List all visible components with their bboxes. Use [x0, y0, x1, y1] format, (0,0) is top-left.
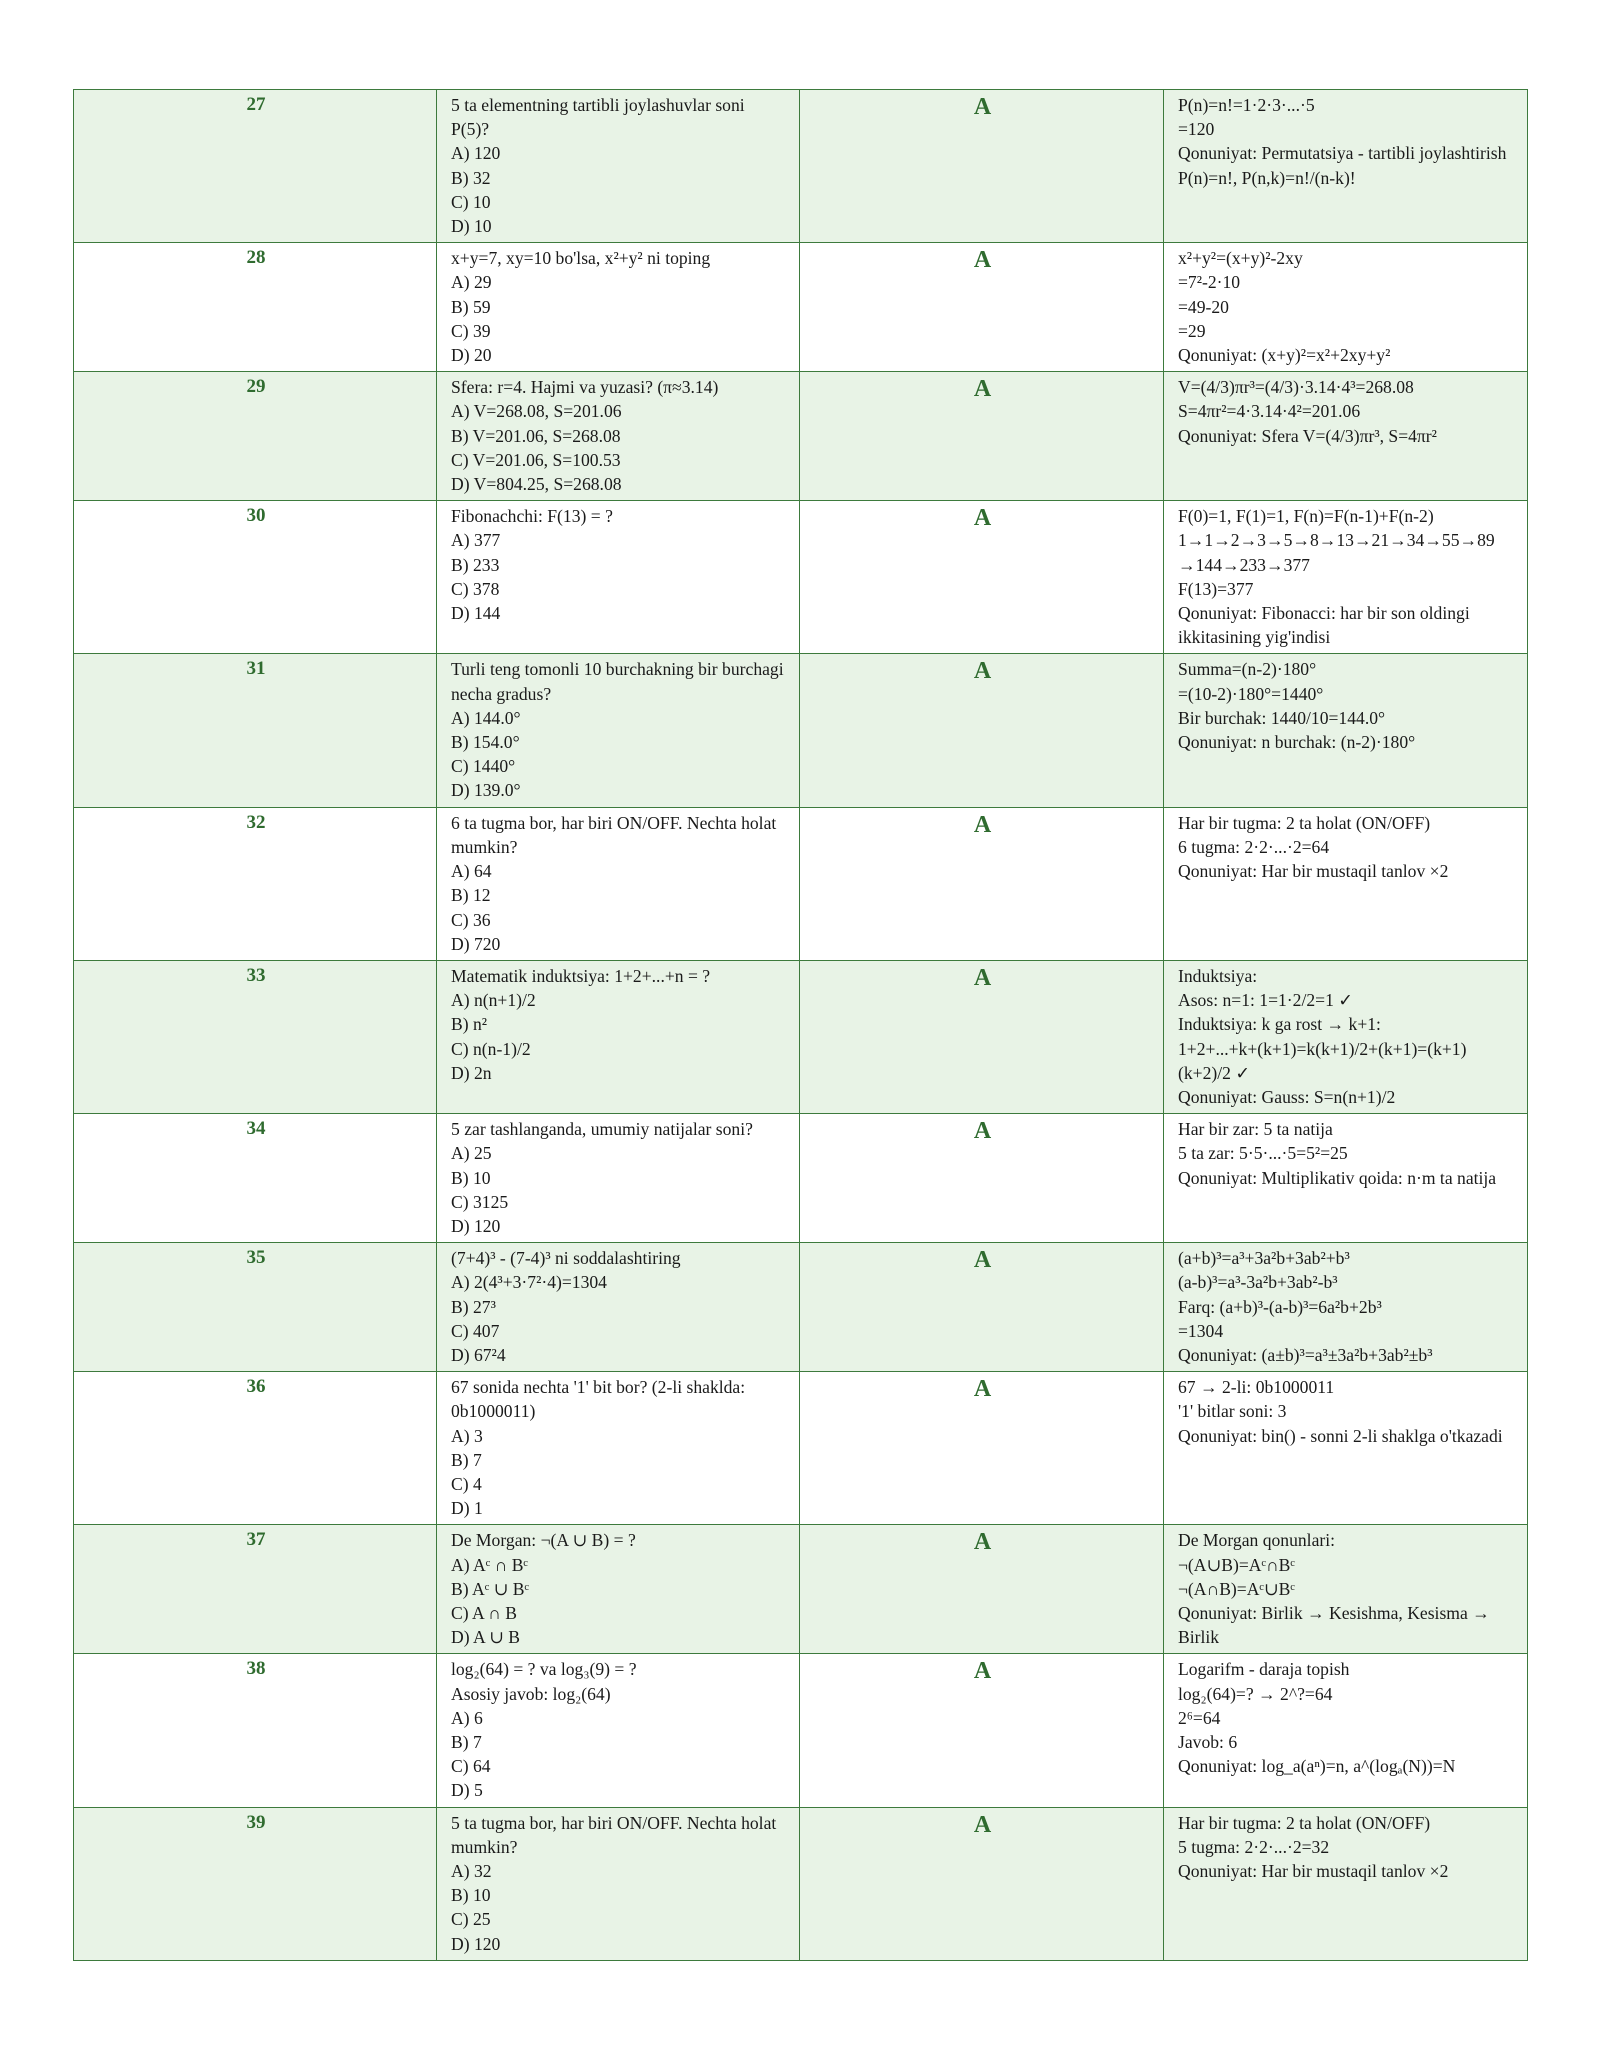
answer-option: B) 7: [451, 1449, 482, 1470]
answer-option: C) 1440°: [451, 756, 516, 777]
answer-option: D) 120: [451, 1933, 501, 1954]
solution-cell: [1164, 501, 1528, 654]
answer-option: A) 25: [451, 1143, 492, 1164]
solution-line: Har bir zar: 5 ta natija: [1178, 1119, 1333, 1140]
table-row: [74, 1114, 1528, 1243]
solution-line: Induktsiya:: [1178, 965, 1258, 986]
question-number: 29: [74, 372, 437, 501]
answer-option: B) 10: [451, 1885, 491, 1906]
question-text: De Morgan: ¬(A ∪ B) = ?: [451, 1530, 636, 1551]
solution-line: 67 → 2-li: 0b1000011: [1178, 1377, 1335, 1398]
answer-option: A) 6: [451, 1707, 483, 1728]
answer-option: A) 377: [451, 530, 501, 551]
question-text: 5 ta elementning tartibli joylashuvlar soni P(5)?: [451, 95, 745, 140]
solution-line: =1304: [1178, 1320, 1224, 1341]
solution-line: 5 tugma: 2·2·...·2=32: [1178, 1836, 1330, 1857]
answer-option: B) n²: [451, 1014, 488, 1035]
solution-cell: [1164, 807, 1528, 960]
solution-line: Qonuniyat: (a±b)³=a³±3a²b+3ab²±b³: [1178, 1344, 1433, 1365]
question-text: x+y=7, xy=10 bo'lsa, x²+y² ni toping: [451, 248, 711, 269]
solution-line: x²+y²=(x+y)²-2xy: [1178, 248, 1303, 269]
solution-line: ¬(A∪B)=Aᶜ∩Bᶜ: [1178, 1554, 1295, 1575]
solution-line: =120: [1178, 119, 1215, 140]
answer-option: C) 10: [451, 191, 491, 212]
answer-option: B) 10: [451, 1167, 491, 1188]
solution-cell: [1164, 1372, 1528, 1525]
question-text: 5 ta tugma bor, har biri ON/OFF. Nechta holat mumkin?: [451, 1812, 777, 1857]
answer-option: A) 2(4³+3·7²·4)=1304: [451, 1272, 607, 1293]
solution-line: Qonuniyat: Har bir mustaqil tanlov ×2: [1178, 861, 1449, 882]
solution-line: =29: [1178, 320, 1206, 341]
solution-line: 6 tugma: 2·2·...·2=64: [1178, 836, 1330, 857]
question-cell: [437, 1114, 800, 1243]
answer-option: D) 120: [451, 1215, 501, 1236]
solution-line: 5 ta zar: 5·5·...·5=5²=25: [1178, 1143, 1348, 1164]
question-number: 32: [74, 807, 437, 960]
answer-option: D) A ∪ B: [451, 1627, 520, 1648]
solution-cell: [1164, 90, 1528, 243]
solution-line: Qonuniyat: Sfera V=(4/3)πr³, S=4πr²: [1178, 425, 1437, 446]
answer-option: D) 5: [451, 1780, 483, 1801]
solution-cell: [1164, 1654, 1528, 1807]
table-body: [74, 90, 1528, 1961]
answer-option: D) 20: [451, 345, 492, 366]
question-cell: [437, 501, 800, 654]
answer-option: D) 139.0°: [451, 780, 521, 801]
answer-option: D) 1: [451, 1498, 483, 1519]
question-text: Turli teng tomonli 10 burchakning bir burchagi necha gradus?: [451, 659, 784, 704]
question-cell: [437, 1654, 800, 1807]
answer-option: A) 64: [451, 861, 492, 882]
question-number: 39: [74, 1807, 437, 1960]
correct-answer: A: [800, 807, 1164, 960]
solution-cell: [1164, 243, 1528, 372]
table-row: [74, 1525, 1528, 1654]
correct-answer: A: [800, 1372, 1164, 1525]
answer-option: D) 720: [451, 933, 501, 954]
question-text: 67 sonida nechta '1' bit bor? (2-li shaklda: 0b1000011): [451, 1377, 746, 1422]
answer-option: C) 407: [451, 1320, 500, 1341]
solution-cell: [1164, 960, 1528, 1113]
answer-option: A) Aᶜ ∩ Bᶜ: [451, 1554, 528, 1575]
answer-option: D) V=804.25, S=268.08: [451, 474, 622, 495]
answer-option: A) 29: [451, 272, 492, 293]
solution-line: (a-b)³=a³-3a²b+3ab²-b³: [1178, 1272, 1338, 1293]
question-number: 36: [74, 1372, 437, 1525]
answer-option: A) V=268.08, S=201.06: [451, 401, 622, 422]
table-row: [74, 90, 1528, 243]
solution-line: Qonuniyat: Fibonacci: har bir son oldingi ikkitasining yig'indisi: [1178, 603, 1470, 648]
question-cell: [437, 1525, 800, 1654]
answer-option: C) A ∩ B: [451, 1602, 517, 1623]
answer-option: A) 144.0°: [451, 707, 521, 728]
solution-line: P(n)=n!=1·2·3·...·5: [1178, 95, 1315, 115]
answer-option: A) 32: [451, 1861, 492, 1882]
solution-line: log₂(64)=? → 2^?=64: [1178, 1683, 1333, 1704]
solution-line: 1→1→2→3→5→8→13→21→34→55→89 →144→233→377: [1178, 530, 1495, 575]
answer-option: C) V=201.06, S=100.53: [451, 449, 621, 470]
solution-line: Induktsiya: k ga rost → k+1:: [1178, 1014, 1381, 1035]
solution-cell: [1164, 1114, 1528, 1243]
question-cell: [437, 1243, 800, 1372]
answer-option: B) 233: [451, 554, 500, 575]
table-row: [74, 1372, 1528, 1525]
solution-line: Har bir tugma: 2 ta holat (ON/OFF): [1178, 1812, 1431, 1833]
correct-answer: A: [800, 960, 1164, 1113]
answer-option: C) 39: [451, 320, 491, 341]
solution-cell: [1164, 1525, 1528, 1654]
question-text: (7+4)³ - (7-4)³ ni soddalashtiring: [451, 1248, 681, 1269]
solution-line: 1+2+...+k+(k+1)=k(k+1)/2+(k+1)=(k+1)(k+2)/2 ✓: [1178, 1038, 1467, 1083]
solution-line: Bir burchak: 1440/10=144.0°: [1178, 707, 1386, 728]
answer-option: B) 32: [451, 167, 491, 188]
solution-line: (a+b)³=a³+3a²b+3ab²+b³: [1178, 1248, 1350, 1269]
solution-line: Logarifm - daraja topish: [1178, 1659, 1350, 1680]
question-cell: [437, 1372, 800, 1525]
answer-option: D) 67²4: [451, 1344, 506, 1365]
table-row: [74, 243, 1528, 372]
solution-line: F(13)=377: [1178, 578, 1254, 599]
solution-line: Qonuniyat: bin() - sonni 2-li shaklga o'tkazadi: [1178, 1425, 1503, 1446]
question-number: 35: [74, 1243, 437, 1372]
solution-line: Qonuniyat: log_a(aⁿ)=n, a^(logₐ(N))=N: [1178, 1756, 1456, 1777]
solution-line: Javob: 6: [1178, 1732, 1238, 1752]
answer-option: D) 10: [451, 216, 492, 237]
solution-line: =(10-2)·180°=1440°: [1178, 683, 1324, 704]
solution-line: 2⁶=64: [1178, 1707, 1221, 1728]
answer-option: B) 59: [451, 296, 491, 317]
solution-line: =49-20: [1178, 296, 1229, 317]
table-row: [74, 372, 1528, 501]
answer-option: B) 12: [451, 885, 491, 906]
solution-line: Qonuniyat: Permutatsiya - tartibli joylashtirish: [1178, 143, 1507, 164]
answer-option: C) 3125: [451, 1191, 509, 1212]
correct-answer: A: [800, 1114, 1164, 1243]
question-text: Fibonachchi: F(13) = ?: [451, 506, 613, 527]
table-row: [74, 501, 1528, 654]
question-number: 31: [74, 654, 437, 807]
answer-option: C) n(n-1)/2: [451, 1038, 531, 1059]
correct-answer: A: [800, 1807, 1164, 1960]
question-text: log₂(64) = ? va log₃(9) = ?: [451, 1659, 637, 1680]
solution-cell: [1164, 1243, 1528, 1372]
correct-answer: A: [800, 243, 1164, 372]
question-number: 30: [74, 501, 437, 654]
solution-line: Qonuniyat: Gauss: S=n(n+1)/2: [1178, 1086, 1396, 1107]
question-number: 38: [74, 1654, 437, 1807]
correct-answer: A: [800, 501, 1164, 654]
question-cell: [437, 654, 800, 807]
solution-cell: [1164, 1807, 1528, 1960]
table-row: [74, 807, 1528, 960]
solution-cell: [1164, 372, 1528, 501]
table-row: [74, 1654, 1528, 1807]
table-row: [74, 1243, 1528, 1372]
question-cell: [437, 960, 800, 1113]
table-row: [74, 1807, 1528, 1960]
answer-option: B) V=201.06, S=268.08: [451, 425, 621, 446]
question-number: 33: [74, 960, 437, 1113]
solution-line: Summa=(n-2)·180°: [1178, 659, 1317, 680]
answer-option: C) 4: [451, 1473, 482, 1494]
solution-line: F(0)=1, F(1)=1, F(n)=F(n-1)+F(n-2): [1178, 506, 1434, 527]
question-cell: [437, 807, 800, 960]
table-row: [74, 960, 1528, 1113]
solution-line: De Morgan qonunlari:: [1178, 1530, 1336, 1551]
solution-line: Qonuniyat: Har bir mustaqil tanlov ×2: [1178, 1861, 1449, 1882]
question-number: 27: [74, 90, 437, 243]
answer-table: [73, 89, 1528, 1961]
solution-line: Qonuniyat: Multiplikativ qoida: n·m ta natija: [1178, 1167, 1497, 1188]
answer-option: B) 27³: [451, 1296, 496, 1317]
correct-answer: A: [800, 1243, 1164, 1372]
question-number: 37: [74, 1525, 437, 1654]
answer-option: A) 120: [451, 143, 501, 164]
answer-option: A) n(n+1)/2: [451, 990, 536, 1011]
solution-line: V=(4/3)πr³=(4/3)·3.14·4³=268.08: [1178, 377, 1414, 398]
solution-line: Asos: n=1: 1=1·2/2=1 ✓: [1178, 990, 1354, 1011]
solution-line: '1' bitlar soni: 3: [1178, 1401, 1287, 1422]
answer-option: B) 154.0°: [451, 732, 520, 753]
answer-option: C) 378: [451, 578, 500, 599]
solution-line: =7²-2·10: [1178, 272, 1241, 293]
solution-line: Qonuniyat: n burchak: (n-2)·180°: [1178, 732, 1416, 753]
solution-line: Farq: (a+b)³-(a-b)³=6a²b+2b³: [1178, 1296, 1382, 1317]
answer-option: B) 7: [451, 1732, 482, 1752]
question-number: 34: [74, 1114, 437, 1243]
answer-option: B) Aᶜ ∪ Bᶜ: [451, 1578, 530, 1599]
solution-line: ¬(A∩B)=Aᶜ∪Bᶜ: [1178, 1578, 1295, 1599]
solution-line: Har bir tugma: 2 ta holat (ON/OFF): [1178, 812, 1431, 833]
correct-answer: A: [800, 1654, 1164, 1807]
answer-option: A) 3: [451, 1425, 483, 1446]
solution-line: S=4πr²=4·3.14·4²=201.06: [1178, 401, 1361, 422]
answer-option: D) 144: [451, 603, 501, 624]
solution-line: Qonuniyat: Birlik → Kesishma, Kesisma → Birlik: [1178, 1602, 1490, 1648]
solution-cell: [1164, 654, 1528, 807]
question-number: 28: [74, 243, 437, 372]
question-cell: [437, 1807, 800, 1960]
correct-answer: A: [800, 654, 1164, 807]
correct-answer: A: [800, 372, 1164, 501]
question-text: 6 ta tugma bor, har biri ON/OFF. Nechta holat mumkin?: [451, 812, 777, 857]
correct-answer: A: [800, 1525, 1164, 1654]
table-row: [74, 654, 1528, 807]
answer-option: C) 25: [451, 1909, 491, 1930]
answer-option: C) 36: [451, 909, 491, 930]
correct-answer: A: [800, 90, 1164, 243]
answer-option: Asosiy javob: log₂(64): [451, 1683, 611, 1704]
question-cell: [437, 90, 800, 243]
question-cell: [437, 372, 800, 501]
solution-line: Qonuniyat: (x+y)²=x²+2xy+y²: [1178, 345, 1391, 366]
answer-option: C) 64: [451, 1756, 491, 1777]
question-text: Sfera: r=4. Hajmi va yuzasi? (π≈3.14): [451, 377, 719, 398]
question-text: 5 zar tashlanganda, umumiy natijalar soni?: [451, 1119, 753, 1140]
answer-option: D) 2n: [451, 1062, 492, 1083]
question-cell: [437, 243, 800, 372]
question-text: Matematik induktsiya: 1+2+...+n = ?: [451, 965, 711, 986]
solution-line: P(n)=n!, P(n,k)=n!/(n-k)!: [1178, 167, 1356, 188]
